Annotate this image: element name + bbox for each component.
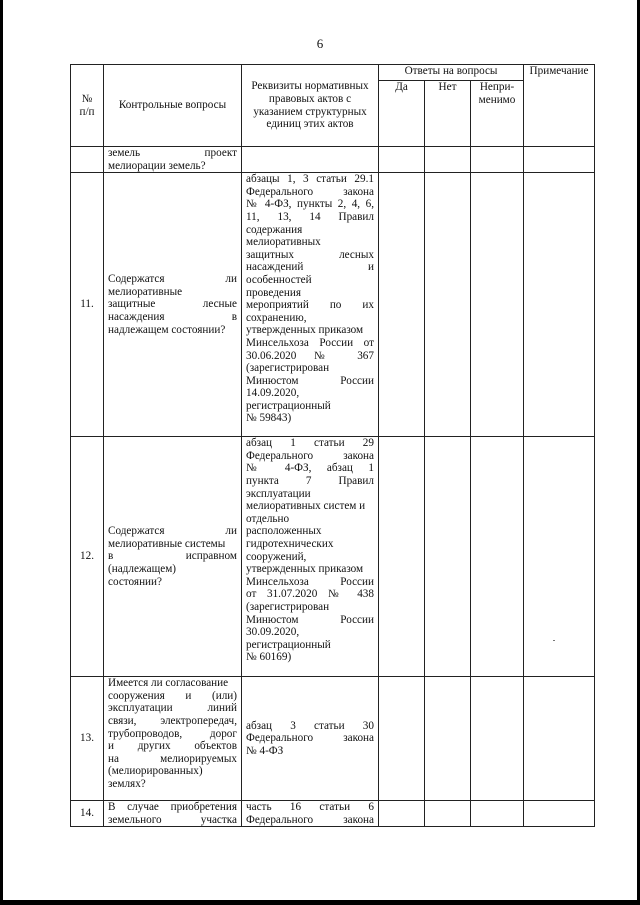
- row-number: 11.: [71, 173, 104, 437]
- answer-na-cell[interactable]: [471, 677, 524, 801]
- row-question: [104, 173, 242, 437]
- header-question: Контрольные вопросы: [104, 65, 242, 147]
- text-line: на мелиорируемых: [108, 752, 237, 765]
- text-line: Имеется ли согласование: [108, 677, 229, 690]
- text-line: мелиоративных: [246, 236, 321, 249]
- text-line: проведения: [246, 286, 301, 299]
- answer-no-cell[interactable]: [425, 173, 471, 437]
- text-line: Минюстом России: [246, 374, 374, 387]
- header-yes: Да: [379, 81, 425, 147]
- text-line: 14.09.2020,: [246, 387, 300, 400]
- text-line: (мелиорированных): [108, 765, 203, 778]
- table-row: [71, 173, 595, 437]
- text-line: отдельно: [246, 512, 290, 525]
- text-line: В случае приобретения: [108, 801, 237, 814]
- answer-na-cell[interactable]: [471, 801, 524, 827]
- text-line: утвержденных приказом: [246, 563, 364, 576]
- table-row: [71, 677, 595, 801]
- row-reference: [242, 147, 379, 173]
- text-line: № 4-ФЗ: [246, 744, 284, 757]
- text-line: 30.09.2020,: [246, 626, 300, 639]
- answer-no-cell[interactable]: [425, 677, 471, 801]
- text-line: 11, 13, 14 Правил: [246, 210, 374, 223]
- answer-no-cell[interactable]: [425, 437, 471, 677]
- text-line: Минсельхоза России от: [246, 336, 374, 349]
- text-line: мелиоративные: [108, 285, 183, 298]
- row-number: 12.: [71, 437, 104, 677]
- note-cell[interactable]: [524, 147, 595, 173]
- text-line: насаждения в: [108, 310, 237, 323]
- text-line: гидротехнических: [246, 537, 334, 550]
- answer-no-cell[interactable]: [425, 801, 471, 827]
- table-row: [71, 801, 595, 827]
- answer-yes-cell[interactable]: [379, 147, 425, 173]
- text-line: Минсельхоза России: [246, 575, 374, 588]
- header-no: Нет: [425, 81, 471, 147]
- row-number: [71, 147, 104, 173]
- text-line: (надлежащем): [108, 562, 176, 575]
- text-line: абзац 3 статьи 30: [246, 719, 374, 732]
- text-line: защитных лесных: [246, 248, 374, 261]
- answer-yes-cell[interactable]: [379, 437, 425, 677]
- header-num: № п/п: [71, 65, 104, 147]
- table-row: [71, 147, 595, 173]
- text-line: мелиоративных систем и: [246, 500, 366, 513]
- text-line: расположенных: [246, 525, 322, 538]
- text-line: абзацы 1, 3 статьи 29.1: [246, 173, 374, 186]
- note-cell[interactable]: [524, 677, 595, 801]
- note-cell[interactable]: [524, 173, 595, 437]
- text-line: содержания: [246, 223, 303, 236]
- text-line: Федерального закона: [246, 185, 374, 198]
- text-line: земельного участка: [108, 813, 237, 826]
- text-line: № 4-ФЗ, абзац 1: [246, 462, 374, 475]
- text-line: регистрационный: [246, 638, 331, 651]
- header-na: Непри- менимо: [471, 81, 524, 147]
- text-line: часть 16 статьи 6: [246, 801, 374, 814]
- text-line: сохранению,: [246, 311, 307, 324]
- text-line: Федерального закона: [246, 449, 374, 462]
- page-number: 6: [316, 36, 324, 51]
- answer-no-cell[interactable]: [425, 147, 471, 173]
- row-question: [104, 801, 242, 827]
- text-line: эксплуатации линий: [108, 702, 237, 715]
- text-line: надлежащем состоянии?: [108, 323, 226, 336]
- text-line: и других объектов: [108, 740, 237, 753]
- answer-yes-cell[interactable]: [379, 801, 425, 827]
- text-line: мелиорации земель?: [108, 159, 206, 172]
- text-line: 30.06.2020 № 367: [246, 349, 374, 362]
- text-line: защитные лесные: [108, 298, 237, 311]
- header-reference: Реквизиты нормативных правовых актов с указанием структурных единиц этих актов: [242, 65, 379, 147]
- text-line: трубопроводов, дорог: [108, 727, 237, 740]
- text-line: связи, электропередач,: [108, 714, 237, 727]
- row-number: 14.: [71, 801, 104, 827]
- text-line: (зарегистрирован: [246, 362, 330, 375]
- answer-yes-cell[interactable]: [379, 173, 425, 437]
- row-question: [104, 147, 242, 173]
- text-line: мелиоративные системы: [108, 537, 226, 550]
- text-line: абзац 1 статьи 29: [246, 437, 374, 450]
- text-line: сооружения и (или): [108, 689, 237, 702]
- header-answers: Ответы на вопросы: [379, 65, 524, 81]
- text-line: состоянии?: [108, 575, 162, 588]
- text-line: Минюстом России: [246, 613, 374, 626]
- text-line: № 59843): [246, 412, 292, 425]
- answer-yes-cell[interactable]: [379, 677, 425, 801]
- text-line: № 4-ФЗ, пункты 2, 4, 6,: [246, 198, 374, 211]
- answer-na-cell[interactable]: [471, 147, 524, 173]
- note-cell[interactable]: [524, 437, 595, 677]
- text-line: земель проект: [108, 147, 237, 159]
- text-line: утвержденных приказом: [246, 324, 364, 337]
- header-note: Примечание: [524, 65, 595, 147]
- text-line: Содержатся ли: [108, 525, 237, 538]
- text-line: регистрационный: [246, 399, 331, 412]
- row-reference: [242, 801, 379, 827]
- text-line: Федерального закона: [246, 813, 374, 826]
- text-line: мероприятий по их: [246, 299, 374, 312]
- row-reference: [242, 437, 379, 677]
- checklist-table: [70, 64, 595, 827]
- answer-na-cell[interactable]: [471, 437, 524, 677]
- text-line: Содержатся ли: [108, 273, 237, 286]
- text-line: землях?: [108, 777, 146, 790]
- text-line: (зарегистрирован: [246, 600, 330, 613]
- row-question: [104, 437, 242, 677]
- text-line: пункта 7 Правил: [246, 474, 374, 487]
- note-cell[interactable]: [524, 801, 595, 827]
- text-line: насаждений и: [246, 261, 374, 274]
- row-reference: [242, 677, 379, 801]
- text-line: особенностей: [246, 273, 312, 286]
- row-question: [104, 677, 242, 801]
- text-line: от 31.07.2020 № 438: [246, 588, 374, 601]
- row-reference: [242, 173, 379, 437]
- text-line: Федерального закона: [246, 732, 374, 745]
- text-line: сооружений,: [246, 550, 307, 563]
- table-row: [71, 437, 595, 677]
- text-line: эксплуатации: [246, 487, 311, 500]
- text-line: № 60169): [246, 651, 292, 664]
- answer-na-cell[interactable]: [471, 173, 524, 437]
- row-number: 13.: [71, 677, 104, 801]
- text-line: в исправном: [108, 550, 237, 563]
